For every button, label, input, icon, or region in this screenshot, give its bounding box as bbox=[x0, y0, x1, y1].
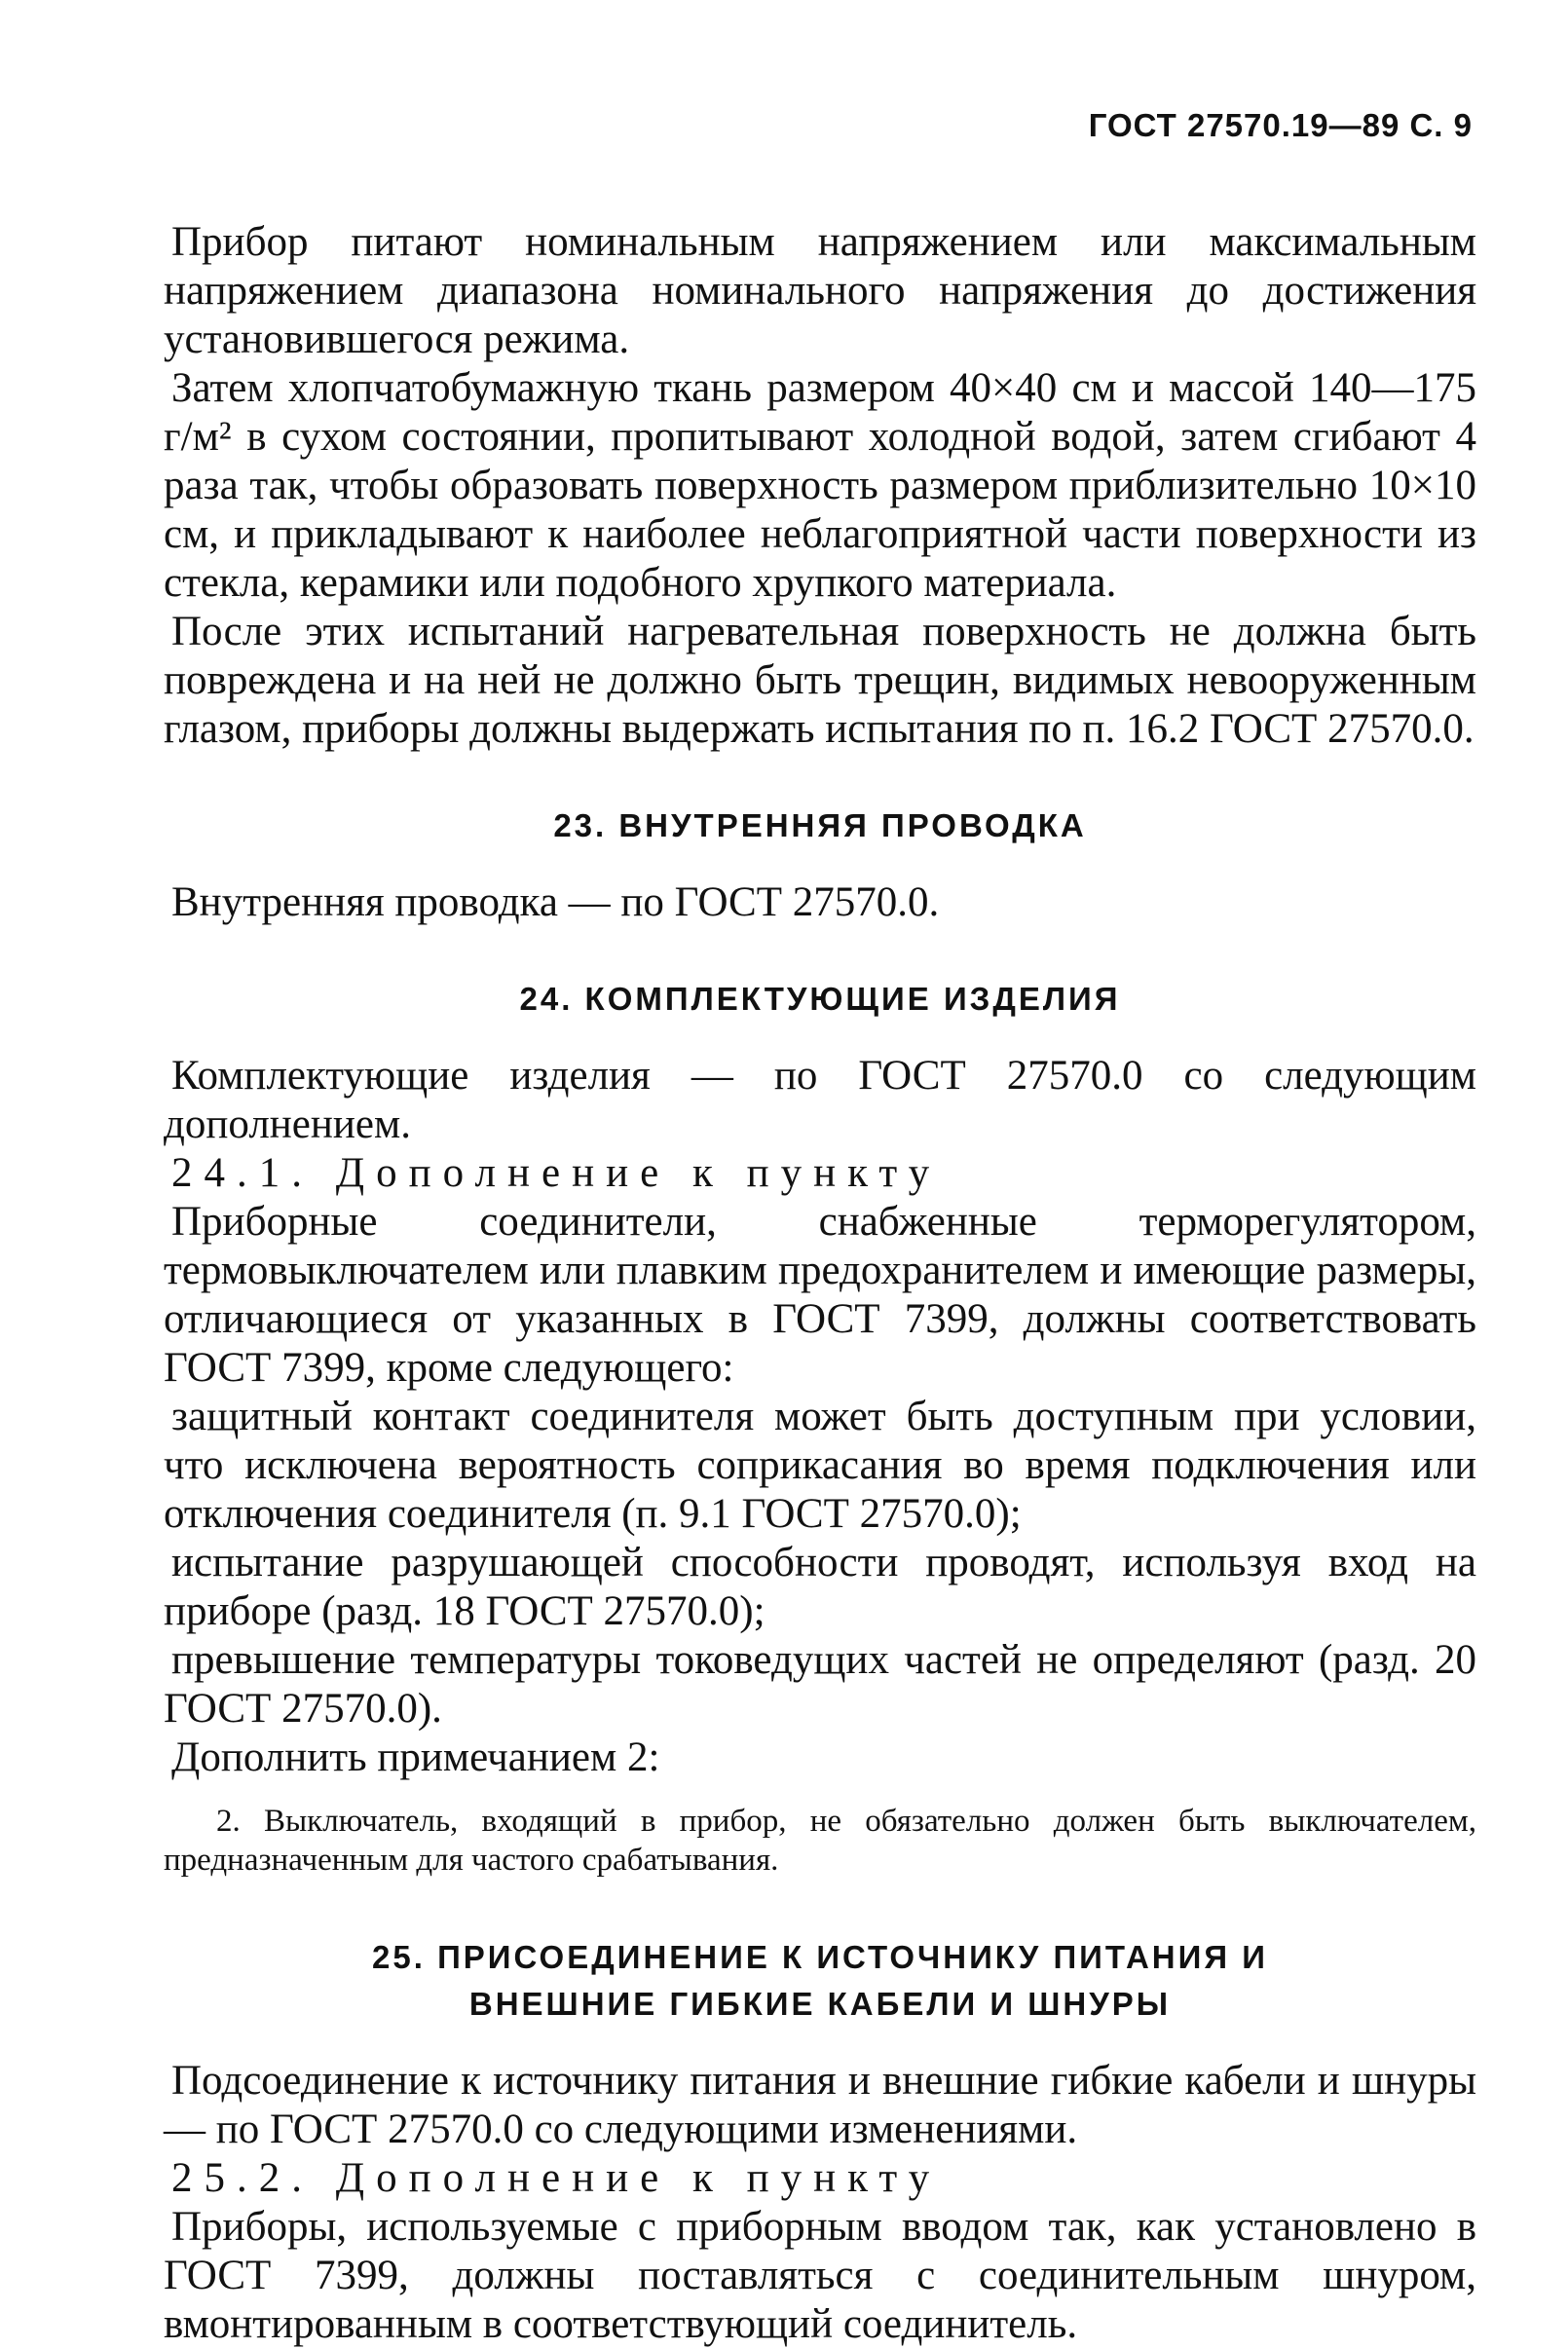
section-25-intro: Подсоединение к источнику питания и внешние гибкие кабели и шнуры — по ГОСТ 27570.0 со следующими изменениями. bbox=[164, 2058, 1476, 2152]
paragraph-cloth-test: Затем хлопчатобумажную ткань размером 40×40 см и массой 140—175 г/м² в сухом состоянии, пропитывают холодной водой, затем сгибают 4 раза так, чтобы образовать поверхность размером приблизительно 10×10 см, и прикладывают к наиболее неблагоприятной части поверхности из стекла, керамики или подобного хрупкого материала. bbox=[164, 365, 1476, 606]
section-24-item: превышение температуры токоведущих частей не определяют (разд. 20 ГОСТ 27570.0). bbox=[164, 1637, 1476, 1732]
section-25-heading bbox=[164, 1934, 1476, 2028]
section-24-note: 2. Выключатель, входящий в прибор, не обязательно должен быть выключателем, предназначенным для частого срабатывания. bbox=[164, 1804, 1476, 1878]
running-header: ГОСТ 27570.19—89 С. 9 bbox=[1088, 107, 1473, 143]
section-24-1-subclause: 24.1. Дополнение к пункту bbox=[171, 1150, 942, 1196]
section-24-item: защитный контакт соединителя может быть доступным при условии, что исключена вероятность соприкасания во время подключения или отключения соединителя (п. 9.1 ГОСТ 27570.0); bbox=[164, 1394, 1476, 1537]
page-content bbox=[164, 107, 1476, 2349]
section-25-2-subclause: 25.2. Дополнение к пункту bbox=[171, 2155, 942, 2201]
section-24-item: испытание разрушающей способности проводят, используя вход на приборе (разд. 18 ГОСТ 27570.0); bbox=[164, 1540, 1476, 1634]
paragraph-after-tests: После этих испытаний нагревательная поверхность не должна быть повреждена и на ней не должно быть трещин, видимых невооруженным глазом, приборы должны выдержать испытания по п. 16.2 ГОСТ 27570.0. bbox=[164, 609, 1476, 752]
section-25-heading-line-1: 25. ПРИСОЕДИНЕНИЕ К ИСТОЧНИКУ ПИТАНИЯ И bbox=[372, 1939, 1268, 1975]
section-25-heading-line-2: ВНЕШНИЕ ГИБКИЕ КАБЕЛИ И ШНУРЫ bbox=[468, 1986, 1172, 2022]
section-23-heading: 23. ВНУТРЕННЯЯ ПРОВОДКА bbox=[553, 807, 1087, 843]
section-24-add-note-label: Дополнить примечанием 2: bbox=[171, 1734, 660, 1780]
section-24-intro: Комплектующие изделия — по ГОСТ 27570.0 со следующим дополнением. bbox=[164, 1053, 1476, 1147]
paragraph-power-supply: Прибор питают номинальным напряжением или максимальным напряжением диапазона номинального напряжения до достижения установившегося режима. bbox=[164, 219, 1476, 362]
section-24-1-body: Приборные соединители, снабженные терморегулятором, термовыключателем или плавким предохранителем и имеющие размеры, отличающиеся от указанных в ГОСТ 7399, должны соответствовать ГОСТ 7399, кроме следующего: bbox=[164, 1199, 1476, 1391]
section-25-2-body: Приборы, используемые с приборным вводом так, как установлено в ГОСТ 7399, должны поставляться с соединительным шнуром, вмонтированным в соответствующий соединитель. bbox=[164, 2204, 1476, 2347]
section-23-text: Внутренняя проводка — по ГОСТ 27570.0. bbox=[171, 879, 940, 925]
section-24-heading: 24. КОМПЛЕКТУЮЩИЕ ИЗДЕЛИЯ bbox=[519, 981, 1121, 1017]
